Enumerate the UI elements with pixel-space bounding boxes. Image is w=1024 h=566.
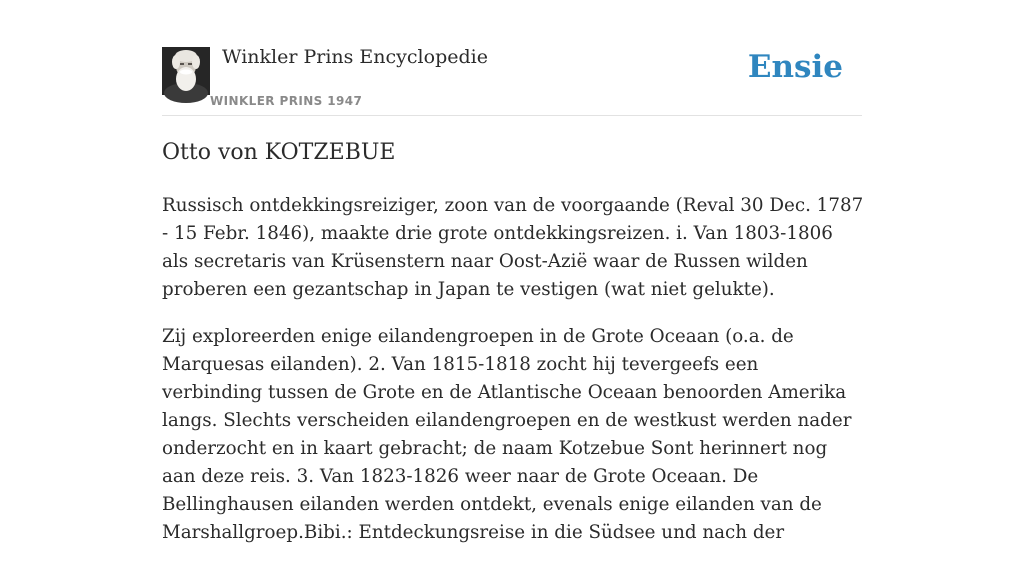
article-body bbox=[162, 192, 864, 566]
source-header bbox=[162, 44, 862, 116]
article-paragraph: Russisch ontdekkingsreiziger, zoon van de voorgaande (Reval 30 Dec. 1787 - 15 Febr. 1846), maakte drie grote ontdekkingsreizen. i. Van 1803-1806 als secretaris van Krüsenstern naar Oost-Azië waar de Russen wilden proberen een gezantschap in Japan te vestigen (wat niet gelukte). bbox=[162, 195, 864, 300]
ensie-logo[interactable]: Ensie bbox=[747, 49, 843, 85]
source-title[interactable]: Winkler Prins Encyclopedie bbox=[222, 46, 488, 68]
bearded-man-portrait-icon bbox=[162, 47, 210, 95]
source-avatar[interactable] bbox=[162, 47, 210, 95]
source-subtitle[interactable]: WINKLER PRINS 1947 bbox=[210, 94, 363, 108]
article-paragraph: Zij exploreerden enige eilandengroepen in de Grote Oceaan (o.a. de Marquesas eilanden). 2. Van 1815-1818 zocht hij tevergeefs een verbinding tussen de Grote en de Atlantische Oceaan benoorden Amerika langs. Slechts verscheiden eilandengroepen en de westkust werden nader onderzocht en in kaart gebracht; de naam Kotzebue Sont herinnert nog aan deze reis. 3. Van 1823-1826 weer naar de Grote Oceaan. De Bellinghausen eilanden werden ontdekt, evenals enige eilanden van de Marshallgroep.Bibi.: Entdeckungsreise in die Südsee und nach der bbox=[162, 326, 852, 543]
article-title: Otto von KOTZEBUE bbox=[162, 140, 396, 165]
